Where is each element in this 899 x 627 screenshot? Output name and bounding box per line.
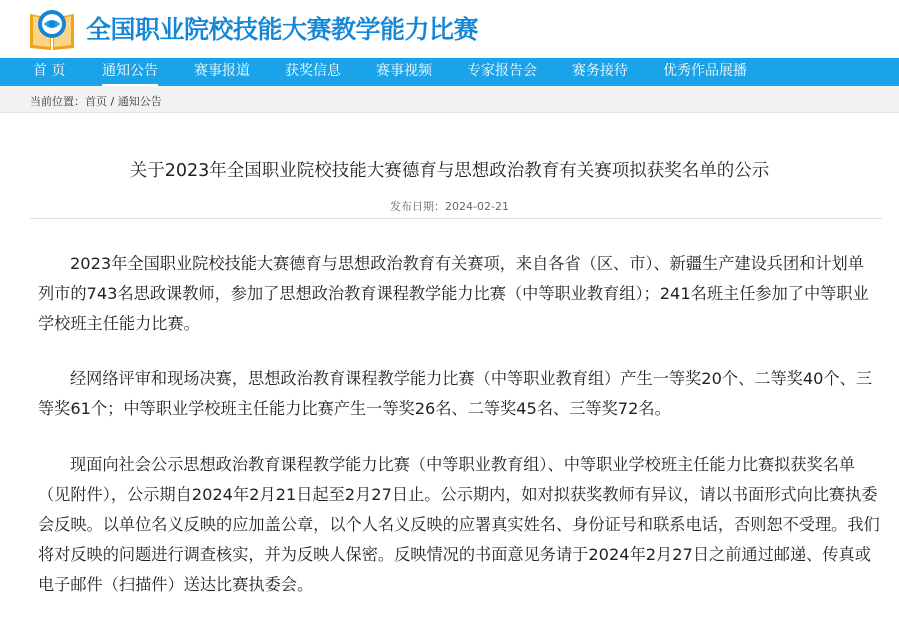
breadcrumb-bar bbox=[0, 86, 899, 113]
title-divider bbox=[30, 218, 882, 219]
breadcrumb bbox=[30, 93, 162, 109]
nav-event-reports[interactable]: 赛事报道 bbox=[194, 63, 250, 79]
publish-date-label: 发布日期： bbox=[390, 200, 446, 213]
nav-event-reception[interactable]: 赛务接待 bbox=[572, 63, 628, 79]
breadcrumb-prefix: 当前位置： bbox=[30, 95, 85, 108]
publish-date bbox=[0, 198, 899, 214]
publish-date-value: 2024-02-21 bbox=[445, 200, 509, 213]
nav-expert-lectures[interactable]: 专家报告会 bbox=[467, 63, 537, 79]
site-header bbox=[0, 0, 899, 58]
main-nav bbox=[0, 58, 899, 86]
nav-home[interactable]: 首 页 bbox=[33, 63, 66, 79]
site-title[interactable]: 全国职业院校技能大赛教学能力比赛 bbox=[86, 15, 479, 44]
article-paragraph: 经网络评审和现场决赛，思想政治教育课程教学能力比赛（中等职业教育组）产生一等奖20个、二等奖40个、三等奖61个；中等职业学校班主任能力比赛产生一等奖26名、二等奖45名、三等奖72名。 bbox=[38, 369, 873, 418]
article-paragraph: 2023年全国职业院校技能大赛德育与思想政治教育有关赛项，来自各省（区、市）、新疆生产建设兵团和计划单列市的743名思政课教师，参加了思想政治教育课程教学能力比赛（中等职业教育组）；241名班主任参加了中等职业学校班主任能力比赛。 bbox=[38, 254, 869, 333]
nav-featured-works[interactable]: 优秀作品展播 bbox=[663, 63, 747, 79]
breadcrumb-current-link[interactable]: 通知公告 bbox=[117, 95, 162, 108]
article-title: 关于2023年全国职业院校技能大赛德育与思想政治教育有关赛项拟获奖名单的公示 bbox=[129, 161, 770, 181]
breadcrumb-separator: / bbox=[107, 95, 118, 108]
article-paragraph: 现面向社会公示思想政治教育课程教学能力比赛（中等职业教育组）、中等职业学校班主任能力比赛拟获奖名单（见附件），公示期自2024年2月21日起至2月27日止。公示期内，如对拟获奖教师有异议，请以书面形式向比赛执委会反映。以单位名义反映的应加盖公章，以个人名义反映的应署真实姓名、身份证号和联系电话，否则恕不受理。我们将对反映的问题进行调查核实，并为反映人保密。反映情况的书面意见务请于2024年2月27日之前通过邮递、传真或电子邮件（扫描件）送达比赛执委会。 bbox=[38, 455, 880, 594]
site-logo-icon[interactable] bbox=[27, 6, 77, 52]
breadcrumb-home-link[interactable]: 首页 bbox=[85, 95, 107, 108]
nav-award-info[interactable]: 获奖信息 bbox=[285, 63, 341, 79]
nav-notices[interactable]: 通知公告 bbox=[102, 60, 158, 86]
nav-event-videos[interactable]: 赛事视频 bbox=[376, 63, 432, 79]
